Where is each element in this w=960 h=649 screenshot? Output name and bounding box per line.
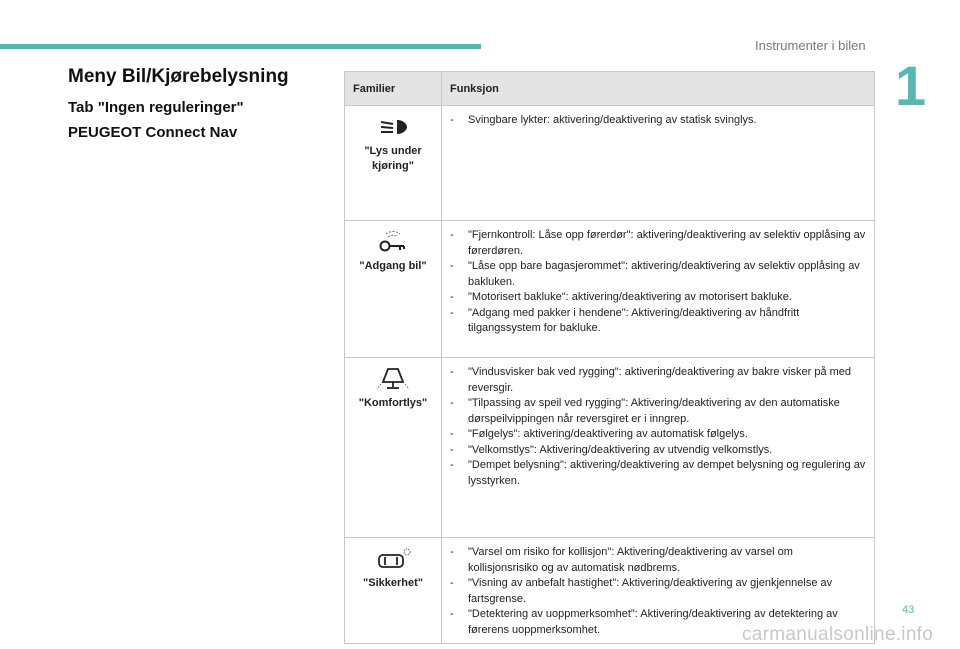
function-text: Svingbare lykter: aktivering/deaktivering av statisk svinglys. (468, 114, 757, 126)
function-cell (442, 106, 875, 221)
column-header-family: Familier (345, 72, 442, 106)
family-label: "Komfortlys" (358, 397, 428, 409)
table-row (345, 221, 875, 358)
function-text: "Velkomstlys": Aktivering/deaktivering av utvendig velkomstlys. (468, 443, 773, 456)
lamp-icon (373, 366, 413, 392)
function-cell (442, 358, 875, 538)
family-cell (345, 358, 442, 538)
table-row (345, 106, 875, 221)
function-text: "Låse opp bare bagasjerommet": aktivering/deaktivering av selektiv opplåsing av bakluken. (468, 260, 860, 288)
function-item: - "Velkomstlys": Aktivering/deaktivering av utvendig velkomstlys. (450, 443, 773, 456)
section-title: Instrumenter i bilen (755, 38, 866, 53)
function-text: "Visning av anbefalt hastighet": Aktivering/deaktivering av gjenkjennelse av fartsgrense. (468, 577, 833, 605)
function-text: "Motorisert bakluke": aktivering/deaktivering av motorisert bakluke. (468, 291, 792, 303)
function-item: - "Motorisert bakluke": aktivering/deaktivering av motorisert bakluke. (450, 291, 792, 303)
function-item: - "Adgang med pakker i hendene": Aktivering/deaktivering av håndfritt tilgangssystem for bakluke. (450, 306, 800, 334)
function-text: "Varsel om risiko for kollisjon": Aktivering/deaktivering av varsel om kollisjonsrisiko og av automatisk nødbrems. (468, 546, 793, 574)
function-text: "Adgang med pakker i hendene": Aktivering/deaktivering av håndfritt tilgangssystem for bakluke. (468, 306, 800, 334)
function-item: - "Fjernkontroll: Låse opp førerdør": aktivering/deaktivering av selektiv opplåsing av førerdøren. (450, 229, 866, 257)
chapter-number: 1 (895, 54, 927, 117)
family-label: "Sikkerhet" (363, 577, 423, 589)
function-cell (442, 221, 875, 358)
family-cell (345, 538, 442, 644)
function-item: - "Tilpassing av speil ved rygging": Aktivering/deaktivering av den automatiske dørspeilvippingen når reversgiret er i inngrep. (450, 397, 840, 425)
subtitle-heading: PEUGEOT Connect Nav (68, 124, 238, 141)
table-header-row (345, 72, 875, 106)
family-cell (345, 221, 442, 358)
tab-heading: Tab "Ingen reguleringer" (68, 99, 244, 116)
family-label: "Lys under kjøring" (364, 145, 422, 172)
key-signal-icon (373, 229, 413, 255)
page-title: Meny Bil/Kjørebelysning (68, 66, 289, 87)
table-row (345, 358, 875, 538)
top-accent-bar (0, 44, 481, 49)
function-item: - "Dempet belysning": aktivering/deaktivering av dempet belysning og regulering av lysstyrken. (450, 459, 866, 487)
headlamp-icon (373, 114, 413, 140)
function-text: "Fjernkontroll: Låse opp førerdør": aktivering/deaktivering av selektiv opplåsing av førerdøren. (468, 229, 866, 257)
family-label: "Adgang bil" (359, 260, 427, 272)
function-item: - "Følgelys": aktivering/deaktivering av automatisk følgelys. (450, 428, 748, 440)
function-text: "Detektering av uoppmerksomhet": Aktivering/deaktivering av detektering av førerens uoppmerksomhet. (468, 608, 838, 636)
family-cell (345, 106, 442, 221)
function-table (344, 71, 875, 644)
function-item: - "Vindusvisker bak ved rygging": aktivering/deaktivering av bakre visker på med reversgir. (450, 366, 852, 394)
watermark: carmanualsonline.info (742, 624, 934, 645)
function-item: - "Detektering av uoppmerksomhet": Aktivering/deaktivering av detektering av førerens uoppmerksomhet. (450, 608, 838, 636)
function-text: "Følgelys": aktivering/deaktivering av automatisk følgelys. (468, 428, 748, 440)
function-item: - Svingbare lykter: aktivering/deaktivering av statisk svinglys. (450, 114, 757, 126)
function-text: "Tilpassing av speil ved rygging": Aktivering/deaktivering av den automatiske dørspeilvippingen når reversgiret er i inngrep. (468, 397, 840, 425)
page-number: 43 (902, 604, 915, 616)
car-safety-icon (373, 546, 413, 572)
function-item: - "Visning av anbefalt hastighet": Aktivering/deaktivering av gjenkjennelse av fartsgrense. (450, 577, 833, 605)
function-text: "Vindusvisker bak ved rygging": aktivering/deaktivering av bakre visker på med reversgir. (468, 366, 852, 394)
column-header-function: Funksjon (442, 72, 875, 106)
function-text: "Dempet belysning": aktivering/deaktivering av dempet belysning og regulering av lysstyrken. (468, 459, 866, 487)
function-item: - "Låse opp bare bagasjerommet": aktivering/deaktivering av selektiv opplåsing av bakluken. (450, 260, 860, 288)
function-item: - "Varsel om risiko for kollisjon": Aktivering/deaktivering av varsel om kollisjonsrisiko og av automatisk nødbrems. (450, 546, 793, 574)
